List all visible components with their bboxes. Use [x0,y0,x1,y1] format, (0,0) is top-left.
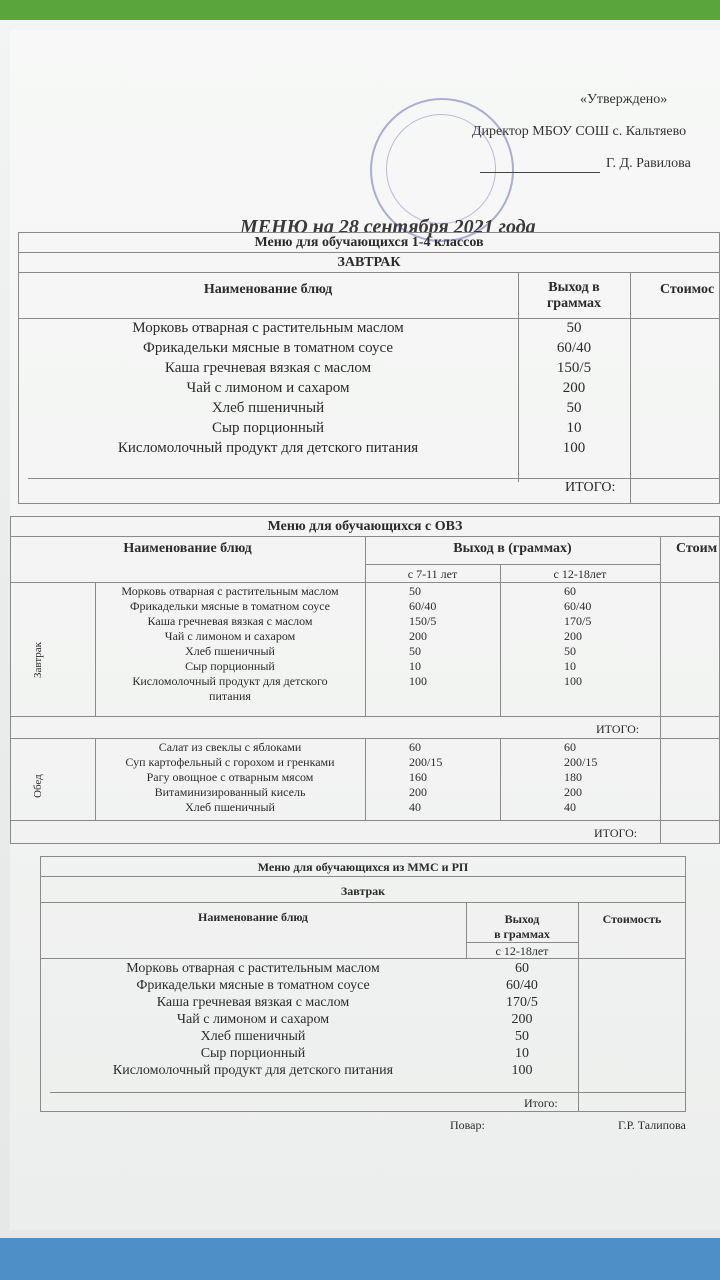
list-item: Витаминизированный кисель [154,785,306,799]
list-item: Кисломолочный продукт для детского питания [117,440,419,456]
list-item: Сыр порционный [211,420,325,436]
list-item: Фрикадельки мясные в томатном соусе [136,978,370,993]
list-item: Фрикадельки мясные в томатном соусе [142,340,394,356]
table3-meal: Завтрак [340,884,386,898]
table2-caption: Меню для обучающихся с ОВЗ [267,519,463,534]
table3-col-name: Наименование блюд [198,910,308,924]
table2-breakfast-dishes [95,584,365,704]
lunch-label: Обед [32,774,44,798]
table3-dishes [40,960,466,1079]
table2-col-cost: Стоим [676,541,718,556]
list-item: питания [209,689,251,703]
list-item: Рагу овощное с отварным мясом [146,770,314,784]
list-item: Хлеб пшеничный [211,400,325,416]
table3-col-cost: Стоимость [602,912,662,926]
table1-caption: Меню для обучающихся 1-4 классов [254,235,484,250]
signature-line [480,172,600,173]
table2-breakfast-y1: 50 60/40 150/5 200 50 10 100 [409,584,437,688]
list-item: Фрикадельки мясные в томатном соусе [129,599,331,613]
table3-total: Итого: [524,1096,558,1110]
list-item: Хлеб пшеничный [185,800,275,814]
list-item: Хлеб пшеничный [185,644,275,658]
table3-yields: 60 60/40 170/5 200 50 10 100 [506,961,538,1078]
table2-age-12-18: с 12-18лет [553,567,607,581]
list-item: Сыр порционный [185,659,275,673]
table2-breakfast-y2: 60 60/40 170/5 200 50 10 100 [564,584,592,688]
table2-col-name: Наименование блюд [123,541,252,556]
list-item: Салат из свеклы с яблоками [158,740,302,754]
table1-yields: 50 60/40 150/5 200 50 10 100 [556,320,592,456]
menu-sheet [10,30,720,1230]
table1-col-yield: Выход в граммах [546,280,602,311]
cook-label: Повар: [450,1118,485,1132]
background-bottom [0,1238,720,1280]
table2-breakfast-total: ИТОГО: [596,722,640,736]
table1-dishes [18,318,518,458]
list-item: Сыр порционный [200,1046,306,1061]
list-item: Чай с лимоном и сахаром [176,1012,330,1027]
list-item: Кисломолочный продукт для детского [132,674,328,688]
table3-caption: Меню для обучающихся из ММС и РП [257,860,469,874]
table2-lunch-y2: 60 200/15 180 200 40 [564,740,598,814]
director-name: Г. Д. Равилова [606,156,691,171]
list-item: Каша гречневая вязкая с маслом [147,614,313,628]
table2-col-yield: Выход в (граммах) [453,541,572,556]
list-item: Кисломолочный продукт для детского питания [112,1063,394,1078]
cook-name: Г.Р. Талипова [618,1118,686,1132]
table1-meal: ЗАВТРАК [337,255,401,270]
list-item: Чай с лимоном и сахаром [186,380,350,396]
table3-age: с 12-18лет [495,944,549,958]
list-item: Морковь отварная с растительным маслом [126,961,380,976]
director-line: Директор МБОУ СОШ с. Кальтяево [472,124,687,139]
table2-lunch-total: ИТОГО: [594,826,638,840]
list-item: Хлеб пшеничный [200,1029,306,1044]
table1-col-cost: Стоимос [660,282,715,297]
approved-label: «Утверждено» [580,92,668,107]
table2-lunch-y1: 60 200/15 160 200 40 [409,740,443,814]
table3-col-yield: Выход в граммах [494,912,550,941]
page-title: МЕНЮ на 28 сентября 2021 года [240,216,536,238]
table2-lunch-dishes [95,740,365,815]
table1-total: ИТОГО: [565,480,616,495]
table2-age-7-11: с 7-11 лет [407,567,458,581]
list-item: Суп картофельный с горохом и гренками [125,755,335,769]
list-item: Морковь отварная с растительным маслом [132,320,404,336]
list-item: Морковь отварная с растительным маслом [121,584,339,598]
list-item: Каша гречневая вязкая с маслом [156,995,350,1010]
list-item: Каша гречневая вязкая с маслом [164,360,372,376]
table1-col-name: Наименование блюд [203,282,333,297]
breakfast-label: Завтрак [32,642,44,678]
list-item: Чай с лимоном и сахаром [164,629,296,643]
